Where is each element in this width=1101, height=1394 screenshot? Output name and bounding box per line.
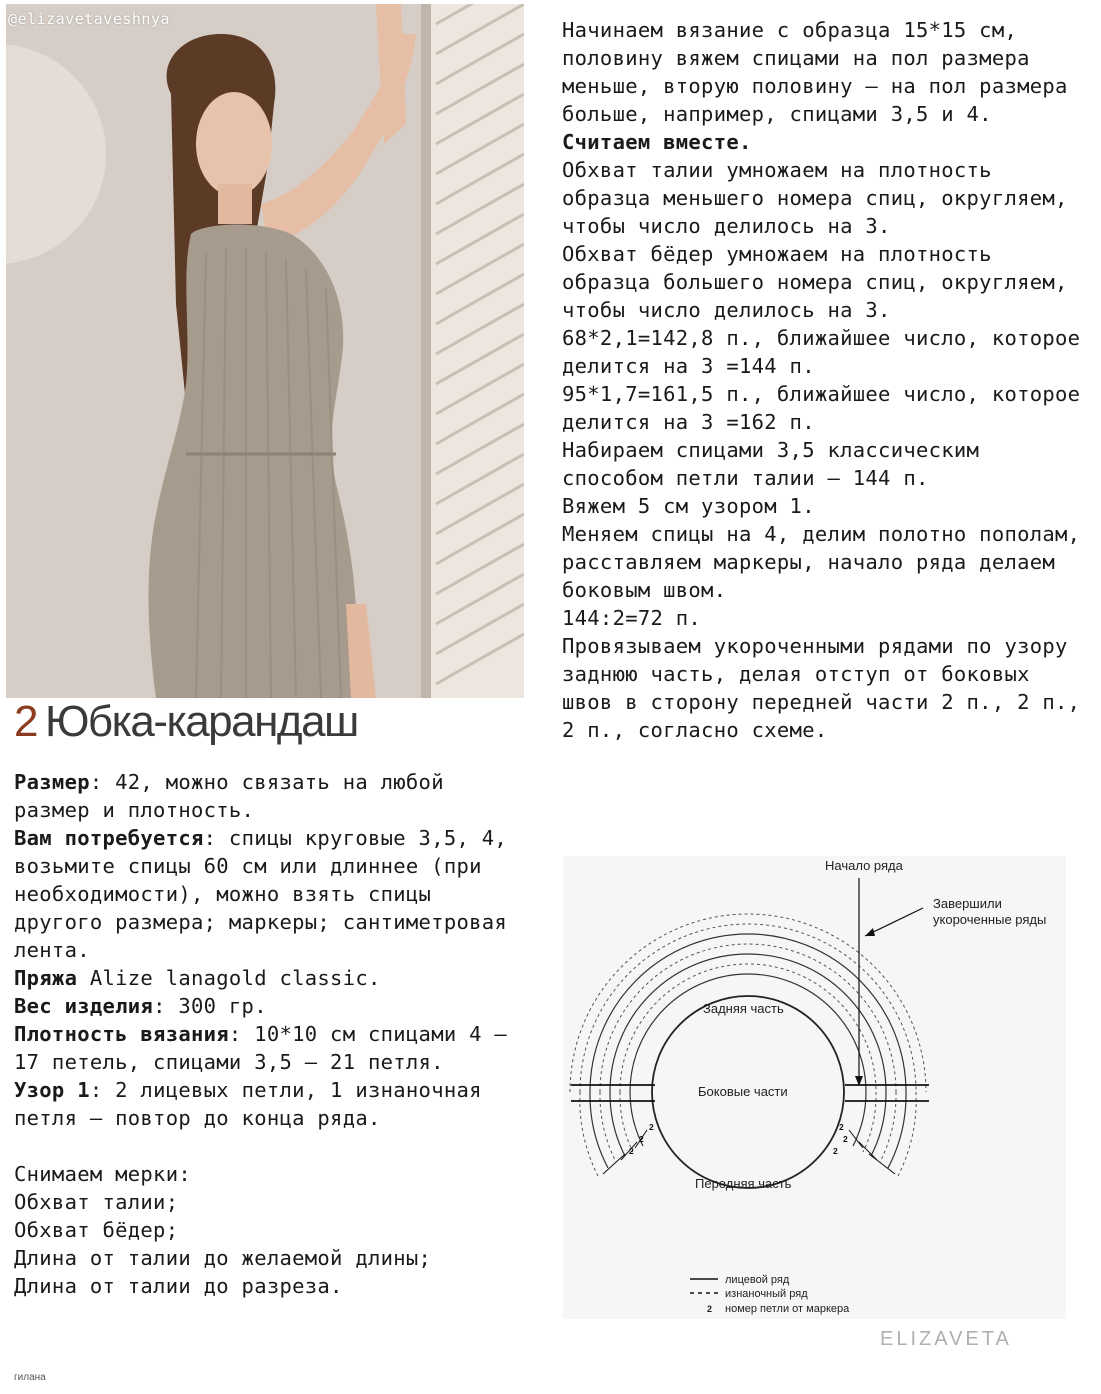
section-title [14, 697, 358, 747]
needles-text: : спицы круговые 3,5, 4, возьмите спицы 60 см или длиннее (при необходимости), можно взять спицы другого размера; маркеры; сантиметровая лента. [14, 826, 520, 962]
instruction-line: Набираем спицами 3,5 классическим способом петли талии – 144 п. [562, 438, 992, 490]
stitch-number-label: 2 [629, 1146, 634, 1156]
measure-item: Обхват талии; [14, 1190, 179, 1214]
weight-label: Вес изделия [14, 994, 154, 1018]
measure-heading: Снимаем мерки: [14, 1162, 191, 1186]
measure-item: Обхват бёдер; [14, 1218, 179, 1242]
instruction-line: 144:2=72 п. [562, 606, 702, 630]
legend-number-sample: 2 [707, 1304, 713, 1314]
needles-label: Вам потребуется [14, 826, 204, 850]
stitch-number-label: 2 [843, 1134, 848, 1144]
legend-knit-row: лицевой ряд [725, 1274, 790, 1286]
model-photo-illustration [6, 4, 524, 698]
pattern-text: : 2 лицевых петли, 1 изнаночная петля – повтор до конца ряда. [14, 1078, 495, 1130]
instruction-line: 95*1,7=161,5 п., ближайшее число, которое делится на 3 =162 п. [562, 382, 1093, 434]
short-rows-diagram-svg [563, 856, 1066, 1319]
brand-watermark: ELIZAVETA [880, 1328, 1012, 1350]
section-title-text: Юбка-карандаш [44, 697, 358, 746]
stitch-number-label: 2 [639, 1134, 644, 1144]
measure-item: Длина от талии до желаемой длины; [14, 1246, 432, 1270]
stitch-number-label: 2 [839, 1122, 844, 1132]
intro-paragraph: Начинаем вязание с образца 15*15 см, половину вяжем спицами на пол размера меньше, вторую половину – на пол размера больше, например, спицами 3,5 и 4. [562, 18, 1081, 126]
pattern-label: Узор 1 [14, 1078, 90, 1102]
instruction-line: Вяжем 5 см узором 1. [562, 494, 815, 518]
gauge-label: Плотность вязания [14, 1022, 229, 1046]
section-number: 2 [14, 697, 37, 746]
footer-note: гилана [14, 1372, 46, 1383]
legend-stitch-number: номер петли от маркера [725, 1303, 850, 1315]
calc-heading: Считаем вместе. [562, 130, 752, 154]
diagram-legend [690, 1274, 850, 1315]
instruction-line: Провязываем укороченными рядами по узору заднюю часть, делая отступ от боковых швов в сторону передней части 2 п., 2 п., 2 п., согласно схеме. [562, 634, 1093, 742]
yarn-text: Alize lanagold classic. [77, 966, 381, 990]
instruction-line: 68*2,1=142,8 п., ближайшее число, которое делится на 3 =144 п. [562, 326, 1093, 378]
side-parts-label: Боковые части [698, 1084, 788, 1099]
row-start-label: Начало ряда [825, 858, 903, 873]
instruction-line: Обхват талии умножаем на плотность образца меньшего номера спиц, округляем, чтобы число делилось на 3. [562, 158, 1081, 238]
right-column-text [562, 16, 1092, 744]
gauge-text: : 10*10 см спицами 4 – 17 петель, спицами 3,5 – 21 петля. [14, 1022, 520, 1074]
stitch-number-label: 2 [649, 1122, 654, 1132]
back-part-label: Задняя часть [703, 1001, 784, 1016]
completed-label-line1: Завершили [933, 896, 1002, 911]
legend-purl-row: изнаночный ряд [725, 1288, 808, 1300]
instruction-line: Меняем спицы на 4, делим полотно пополам, расставляем маркеры, начало ряда делаем боковым швом. [562, 522, 1093, 602]
short-rows-diagram [563, 856, 1066, 1319]
size-text: : 42, можно связать на любой размер и плотность. [14, 770, 457, 822]
completed-label-line2: укороченные ряды [933, 912, 1047, 927]
instruction-line: Обхват бёдер умножаем на плотность образца большего номера спиц, округляем, чтобы число делилось на 3. [562, 242, 1081, 322]
measure-item: Длина от талии до разреза. [14, 1274, 343, 1298]
model-photo [6, 4, 524, 698]
yarn-label: Пряжа [14, 966, 78, 990]
stitch-number-label: 2 [833, 1146, 838, 1156]
instagram-handle: @elizavetaveshnya [8, 10, 171, 28]
left-column-text [14, 768, 524, 1300]
weight-text: : 300 гр. [153, 994, 267, 1018]
size-label: Размер [14, 770, 90, 794]
front-part-label: Передняя часть [695, 1176, 792, 1191]
